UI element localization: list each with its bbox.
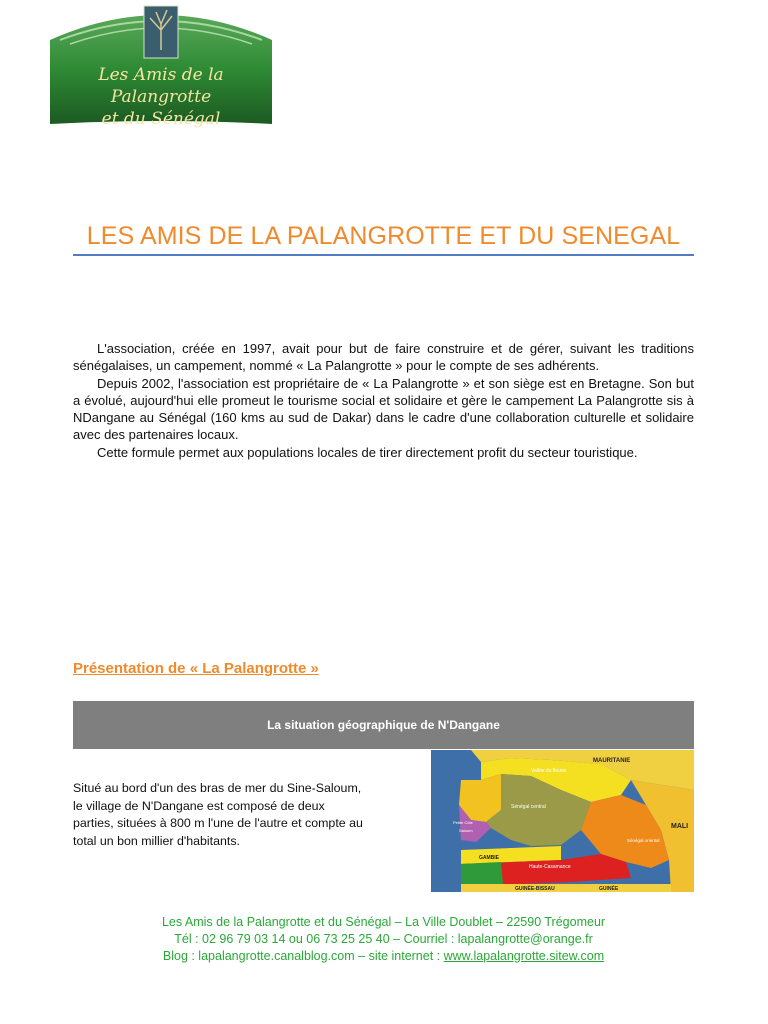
map-label-guinee: GUINÉE: [599, 886, 619, 892]
senegal-map: [431, 750, 694, 892]
intro-text: [73, 340, 694, 461]
map-label-petite-cote: Petite Côte: [453, 820, 473, 825]
section-heading-presentation: Présentation de « La Palangrotte »: [73, 660, 319, 677]
website-link[interactable]: www.lapalangrotte.sitew.com: [443, 949, 605, 963]
map-region-basse-casamance: [461, 862, 503, 884]
map-label-gambie: GAMBIE: [479, 855, 499, 861]
title-underline-divider: [73, 254, 694, 256]
logo-line-2: et du Sénégal: [101, 109, 221, 129]
situation-text: Situé au bord d'un des bras de mer du Sine-Saloum, le village de N'Dangane est composé de deux parties, situées à 800 m l'une de l'autre et compte au total un bon millier d'habitants.: [73, 781, 363, 848]
footer-web: [73, 948, 694, 965]
map-label-guinee-bissau: GUINÉE-BISSAU: [515, 886, 555, 892]
page-title: LES AMIS DE LA PALANGROTTE ET DU SENEGAL: [86, 222, 681, 250]
footer-phone-email: Tél : 02 96 79 03 14 ou 06 73 25 25 40 – Courriel : lapalangrotte@orange.fr: [174, 932, 593, 946]
footer-blog: Blog : lapalangrotte.canalblog.com – site internet :: [162, 949, 444, 963]
intro-paragraph-1: L'association, créée en 1997, avait pour but de faire construire et de gérer, suivant les traditions sénégalaises, un campement, nommé « La Palangrotte » pour le compte de ses adhérents.: [73, 341, 694, 374]
footer-address: Les Amis de la Palangrotte et du Sénégal – La Ville Doublet – 22590 Trégomeur: [161, 915, 606, 929]
map-label-mali: MALI: [671, 823, 689, 830]
situation-title: La situation géographique de N'Dangane: [267, 718, 500, 732]
logo-line-1: Les Amis de la Palangrotte: [98, 65, 224, 107]
footer-contact: [73, 914, 694, 965]
intro-paragraph-2: Depuis 2002, l'association est propriétaire de « La Palangrotte » et son siège est en Bretagne. Son but a évolué, aujourd'hui elle promeut le tourisme social et solidaire et gère le campement La Palangrotte sis à NDangane au Sénégal (160 kms au sud de Dakar) dans le cadre d'une collaboration culturelle et solidaire avec des partenaires locaux.: [73, 375, 694, 443]
map-region-guinee: [461, 884, 671, 892]
map-label-mauritanie: MAURITANIE: [593, 758, 631, 764]
map-label-senegal-central: Sénégal central: [511, 804, 546, 810]
intro-paragraph-3: Cette formule permet aux populations locales de tirer directement profit du secteur touristique.: [97, 444, 638, 460]
map-label-saloum: Saloum: [459, 828, 473, 833]
situation-title-bar: [73, 701, 694, 749]
map-label-senegal-oriental: Sénégal oriental: [627, 838, 660, 843]
map-label-haute-casamance: Haute-Casamance: [529, 864, 571, 870]
association-logo: [46, 0, 276, 130]
map-label-vallee: Vallée du fleuve: [531, 768, 567, 774]
